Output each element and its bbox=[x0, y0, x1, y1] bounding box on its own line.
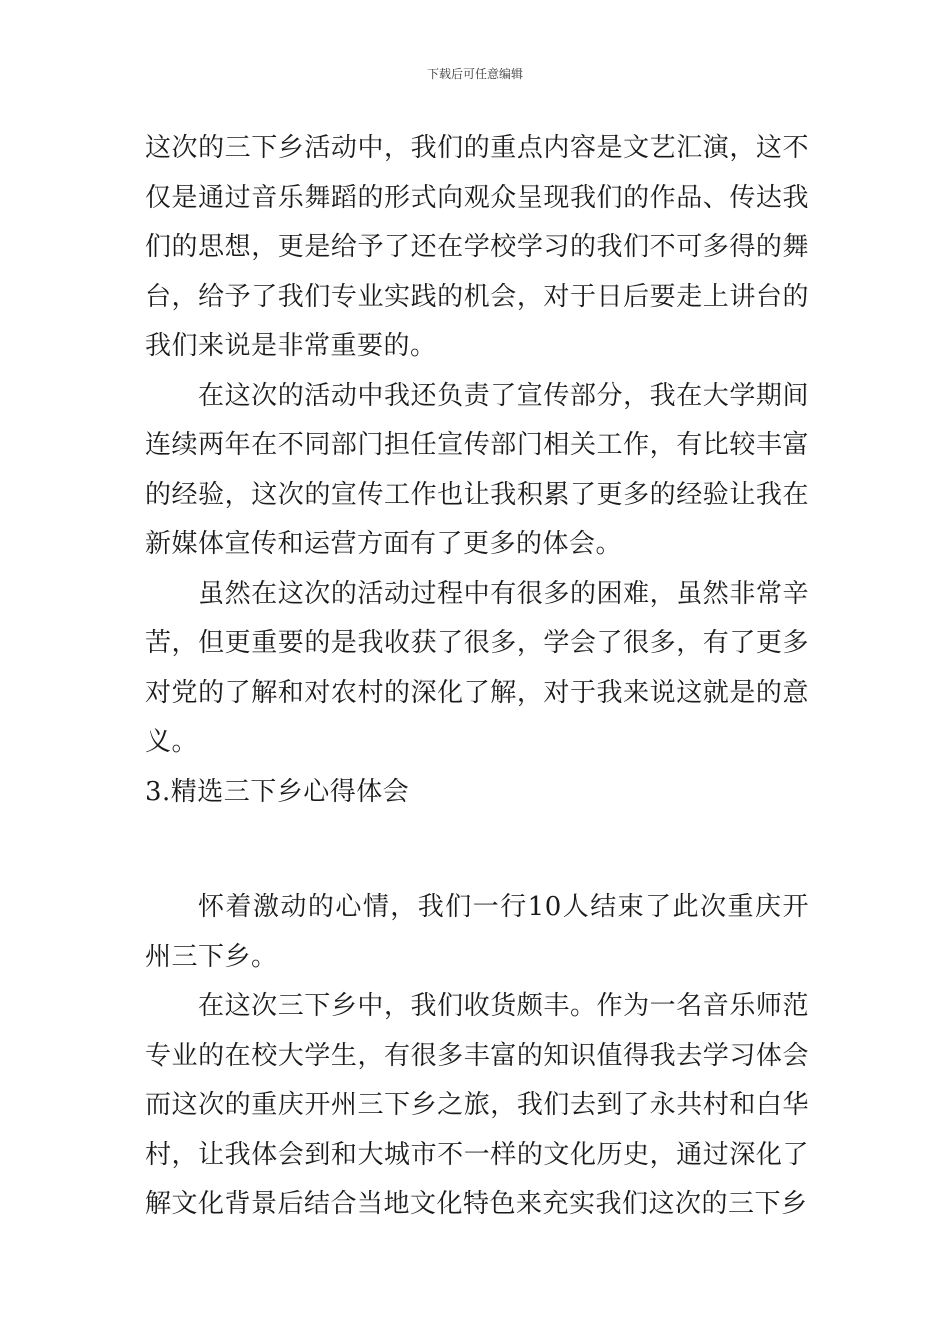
section-spacer bbox=[145, 817, 809, 883]
page-header-note: 下载后可任意编辑 bbox=[426, 67, 523, 81]
paragraph-harvest: 在这次三下乡中，我们收货颇丰。作为一名音乐师范专业的在校大学生，有很多丰富的知识值得我去学习体会而这次的重庆开州三下乡之旅，我们去到了永共村和白华村，让我体会到和大城市不一样的文化历史，通过深化了解文化背景后结合当地文化特色来充实我们这次的三下乡 bbox=[145, 991, 809, 1219]
paragraph-intro: 怀着激动的心情，我们一行10人结束了此次重庆开州三下乡。 bbox=[145, 892, 809, 972]
paragraph-gains: 虽然在这次的活动过程中有很多的困难，虽然非常辛苦，但更重要的是我收获了很多，学会了很多，有了更多对党的了解和对农村的深化了解，对于我来说这就是的意义。 bbox=[145, 578, 809, 757]
paragraph-publicity: 在这次的活动中我还负责了宣传部分，我在大学期间连续两年在不同部门担任宣传部门相关工作，有比较丰富的经验，这次的宣传工作也让我积累了更多的经验让我在新媒体宣传和运营方面有了更多的体会。 bbox=[145, 380, 809, 559]
paragraph-performance: 这次的三下乡活动中，我们的重点内容是文艺汇演，这不仅是通过音乐舞蹈的形式向观众呈现我们的作品、传达我们的思想，更是给予了还在学校学习的我们不可多得的舞台，给予了我们专业实践的机会，对于日后要走上讲台的我们来说是非常重要的。 bbox=[145, 133, 809, 361]
document-body bbox=[145, 124, 809, 1230]
section-heading: 3.精选三下乡心得体会 bbox=[145, 776, 410, 807]
